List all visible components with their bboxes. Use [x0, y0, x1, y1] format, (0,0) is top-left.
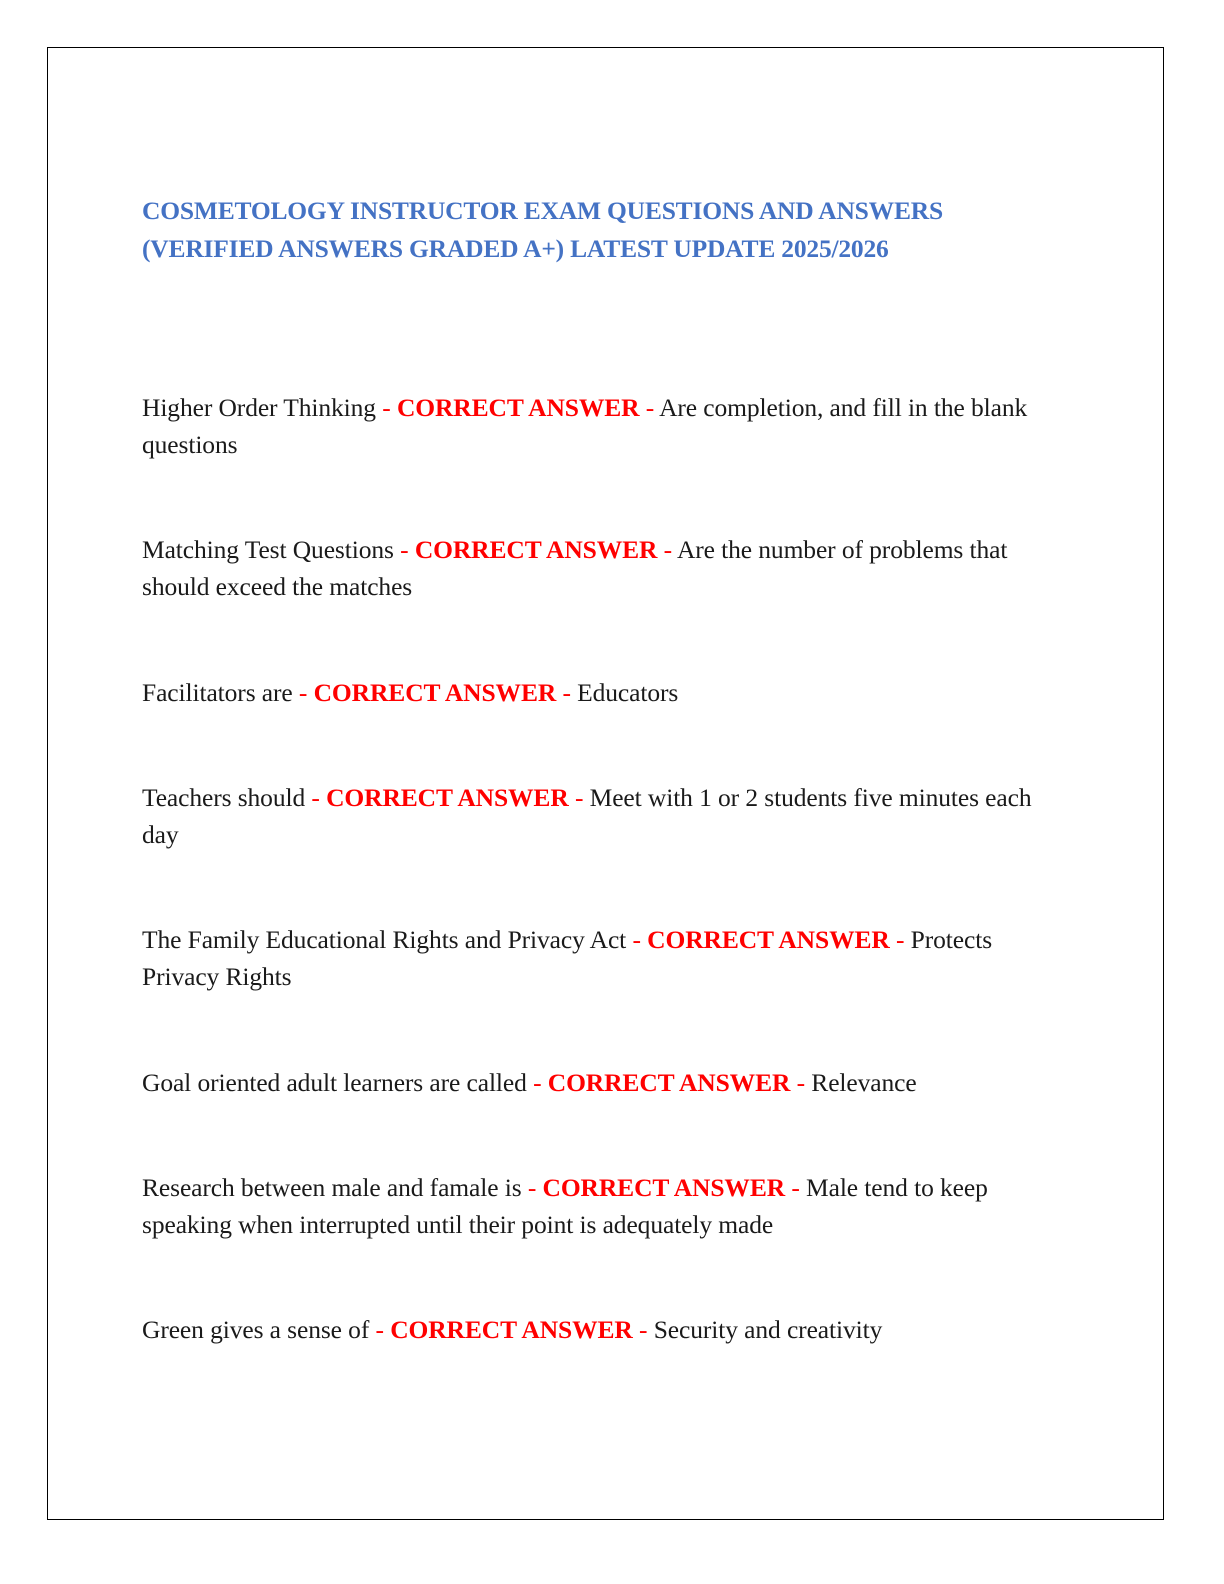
- answer-text: Are the number of problems that should exceed the matches: [142, 535, 1008, 601]
- correct-answer-marker: CORRECT ANSWER: [547, 1068, 791, 1097]
- question-text: The Family Educational Rights and Privacy Act: [142, 925, 627, 954]
- answer-text: Relevance: [811, 1068, 917, 1097]
- answer-text: Security and creativity: [653, 1315, 883, 1344]
- qa-item: [142, 1065, 1072, 1102]
- separator: -: [895, 925, 905, 954]
- title-line-2: (VERIFIED ANSWERS GRADED A+) LATEST UPDATE 2025/2026: [142, 234, 889, 263]
- correct-answer-marker: CORRECT ANSWER: [390, 1315, 633, 1344]
- separator: -: [400, 535, 409, 564]
- question-text: Green gives a sense of: [142, 1315, 370, 1344]
- title-line-1: COSMETOLOGY INSTRUCTOR EXAM QUESTIONS AND ANSWERS: [142, 196, 943, 225]
- separator: -: [562, 678, 571, 707]
- separator: -: [632, 925, 641, 954]
- separator: -: [527, 1173, 537, 1202]
- question-text: Teachers should: [142, 783, 306, 812]
- separator: -: [298, 678, 308, 707]
- answer-text: Educators: [577, 678, 679, 707]
- separator: -: [639, 1315, 648, 1344]
- separator: -: [574, 783, 584, 812]
- separator: -: [796, 1068, 805, 1097]
- qa-item: [142, 1312, 1072, 1349]
- qa-item: [142, 532, 1072, 605]
- document-title: [142, 192, 1082, 268]
- correct-answer-marker: CORRECT ANSWER: [313, 678, 557, 707]
- separator: -: [533, 1068, 542, 1097]
- qa-item: [142, 780, 1072, 853]
- separator: -: [375, 1315, 384, 1344]
- question-text: Facilitators are: [142, 678, 293, 707]
- answer-text: Male tend to keep speaking when interrupted until their point is adequately made: [142, 1173, 988, 1239]
- separator: -: [382, 393, 391, 422]
- answer-text: Meet with 1 or 2 students five minutes each day: [142, 783, 1032, 849]
- correct-answer-marker: CORRECT ANSWER: [542, 1173, 786, 1202]
- question-text: Research between male and famale is: [142, 1173, 522, 1202]
- correct-answer-marker: CORRECT ANSWER: [326, 783, 569, 812]
- correct-answer-marker: CORRECT ANSWER: [414, 535, 658, 564]
- question-text: Higher Order Thinking: [142, 393, 376, 422]
- question-text: Matching Test Questions: [142, 535, 394, 564]
- qa-item: [142, 1170, 1072, 1243]
- separator: -: [663, 535, 673, 564]
- separator: -: [791, 1173, 800, 1202]
- correct-answer-marker: CORRECT ANSWER: [647, 925, 890, 954]
- answer-text: Protects Privacy Rights: [142, 925, 993, 991]
- document-content: [142, 192, 1082, 1344]
- qa-item: [142, 675, 1072, 712]
- correct-answer-marker: CORRECT ANSWER: [396, 393, 640, 422]
- question-text: Goal oriented adult learners are called: [142, 1068, 527, 1097]
- qa-item: [142, 922, 1072, 995]
- separator: -: [645, 393, 655, 422]
- separator: -: [311, 783, 320, 812]
- qa-item: [142, 390, 1072, 463]
- answer-text: Are completion, and fill in the blank questions: [142, 393, 1028, 459]
